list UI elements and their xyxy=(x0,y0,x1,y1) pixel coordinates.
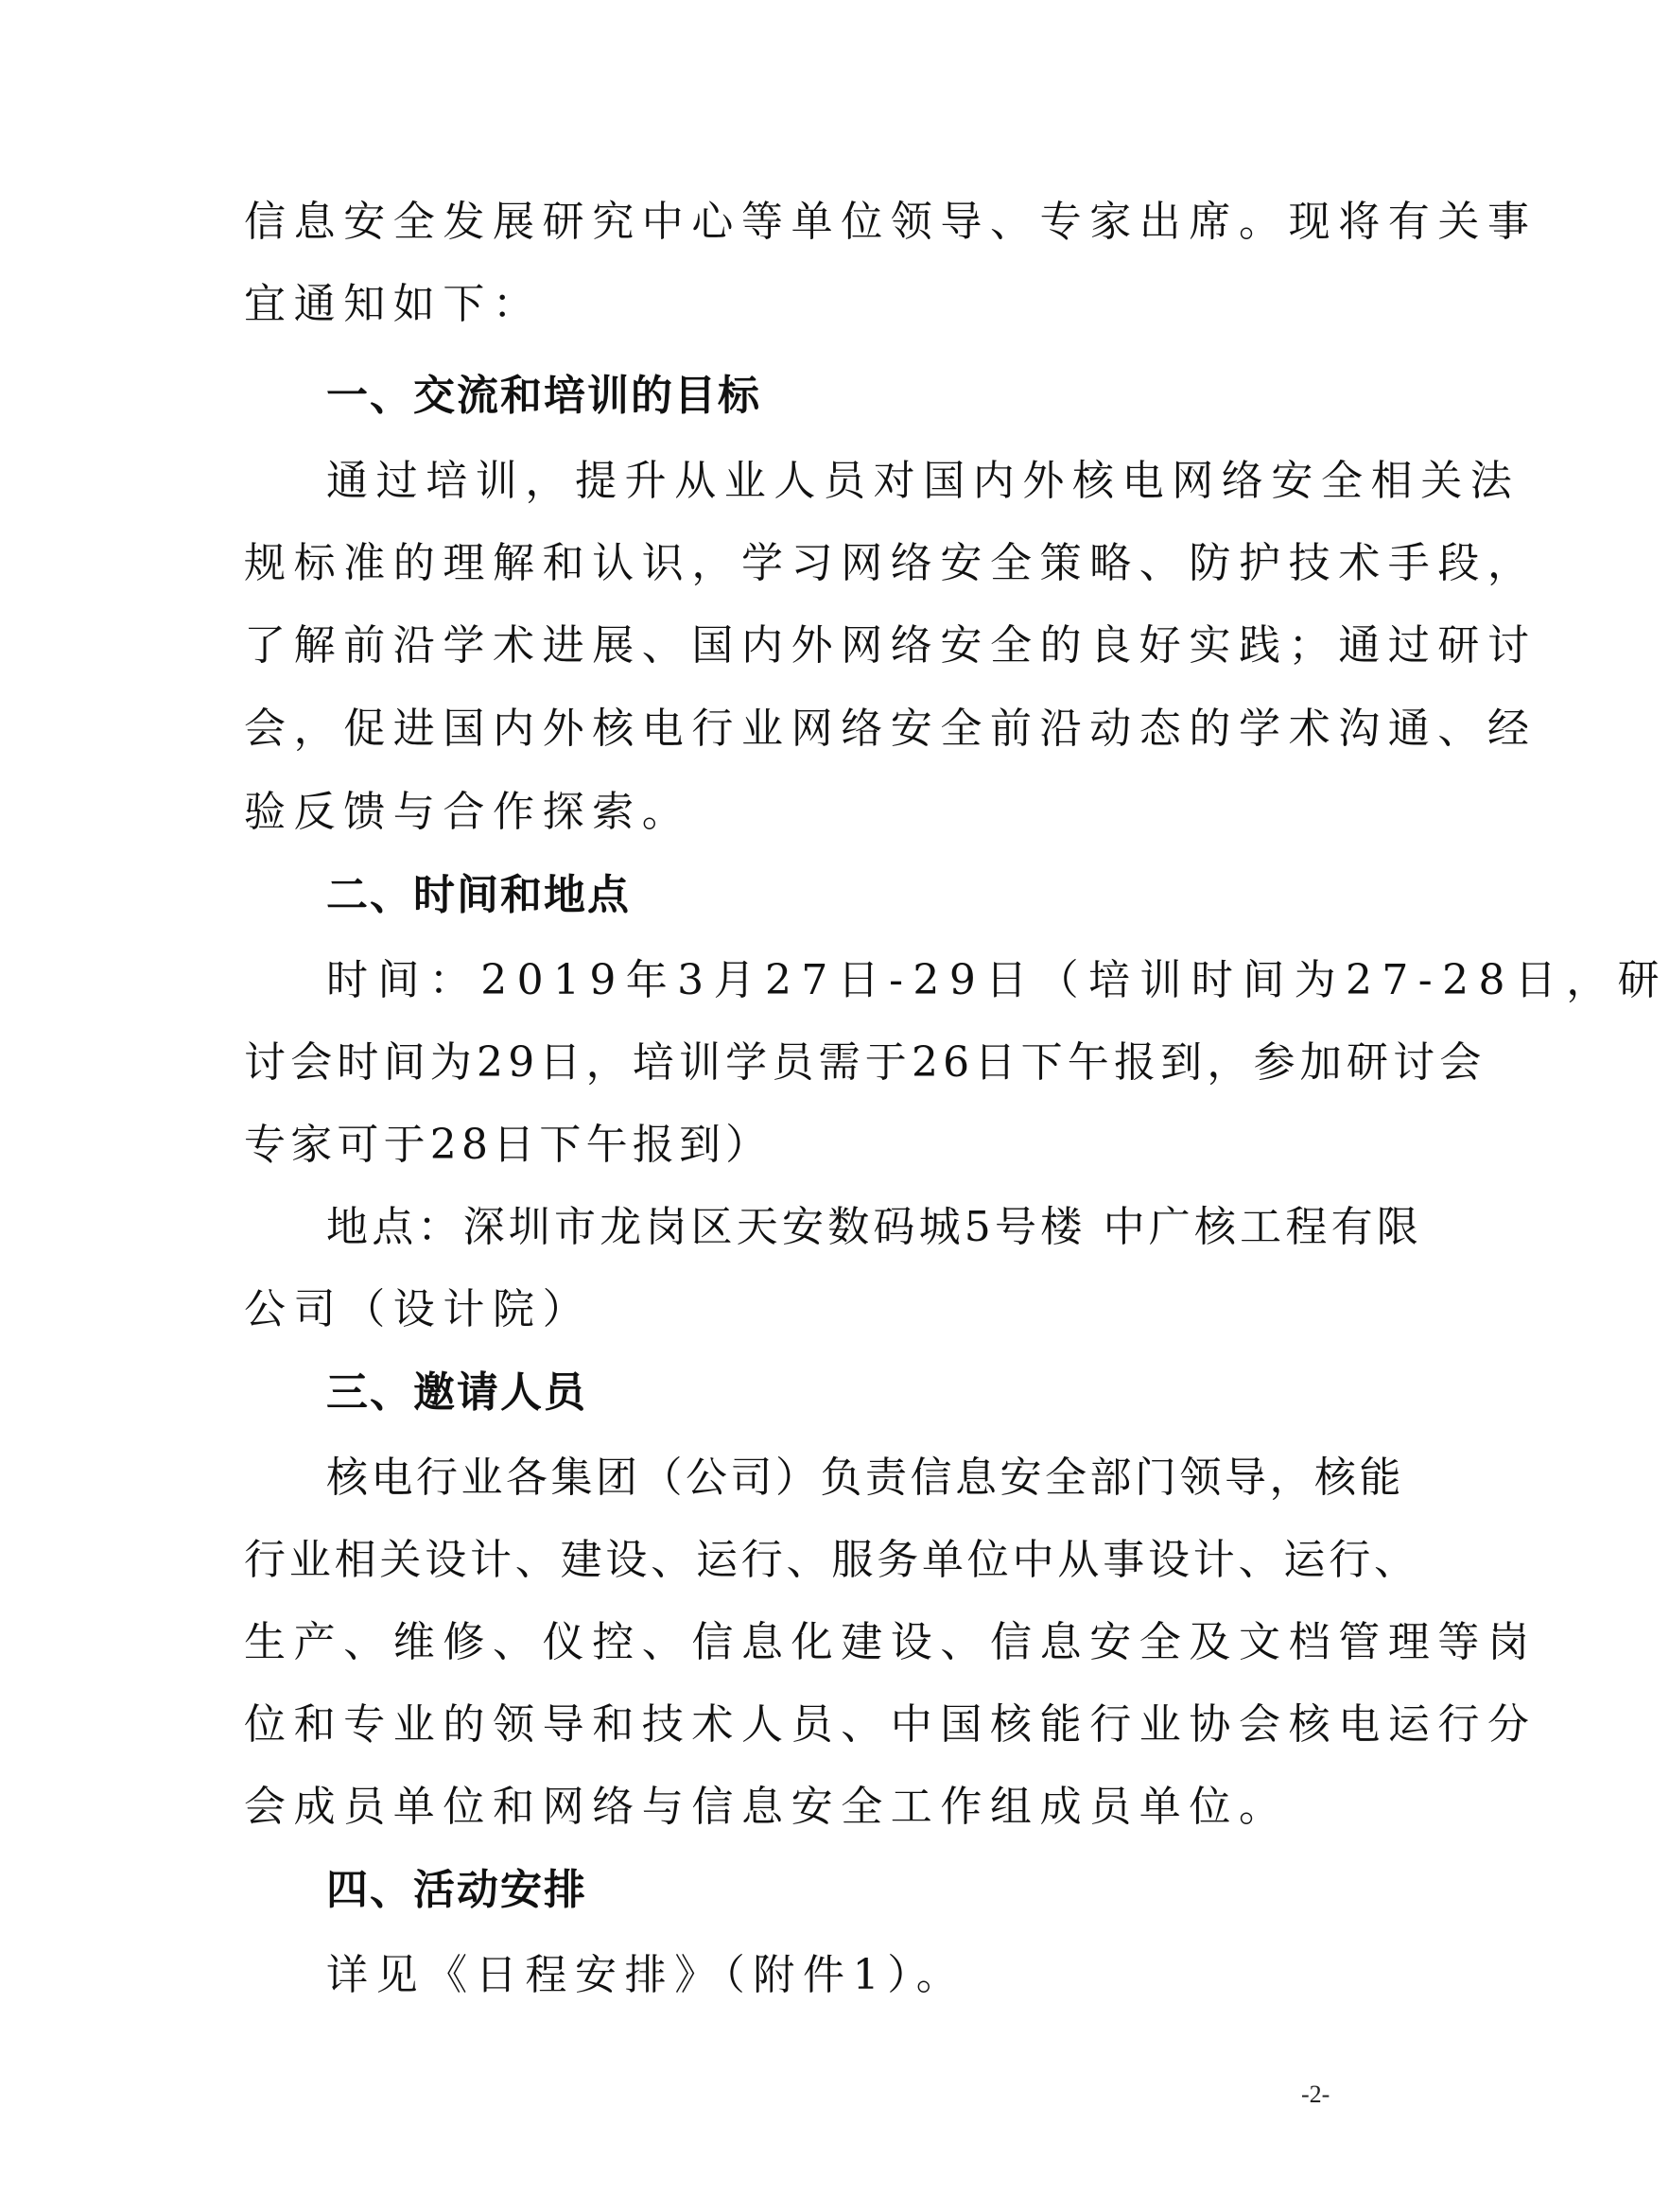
section-heading-1: 一、交流和培训的目标 xyxy=(326,372,761,420)
text-line: 信息安全发展研究中心等单位领导、专家出席。现将有关事 xyxy=(244,198,1538,246)
section-heading-3: 三、邀请人员 xyxy=(326,1368,587,1417)
text-line: 时间：2019年3月27日-29日（培训时间为27-28日，研 xyxy=(326,956,1669,1004)
page-number: -2- xyxy=(1301,2081,1330,2108)
text-line: 位和专业的领导和技术人员、中国核能行业协会核电运行分 xyxy=(244,1700,1538,1749)
section-heading-2: 二、时间和地点 xyxy=(326,871,631,919)
text-line: 了解前沿学术进展、国内外网络安全的良好实践；通过研讨 xyxy=(244,621,1538,670)
text-line: 通过培训，提升从业人员对国内外核电网络安全相关法 xyxy=(326,457,1521,505)
text-line: 详见《日程安排》（附件1）。 xyxy=(326,1951,966,1999)
text-line: 会成员单位和网络与信息安全工作组成员单位。 xyxy=(244,1783,1289,1831)
text-line: 公司（设计院） xyxy=(244,1285,593,1333)
text-line: 宜通知如下： xyxy=(244,280,543,328)
text-line: 讨会时间为29日，培训学员需于26日下午报到，参加研讨会 xyxy=(244,1038,1486,1087)
text-line: 行业相关设计、建设、运行、服务单位中从事设计、运行、 xyxy=(244,1536,1419,1584)
text-line: 核电行业各集团（公司）负责信息安全部门领导，核能 xyxy=(326,1454,1404,1502)
text-line: 专家可于28日下午报到） xyxy=(244,1121,773,1169)
text-line: 生产、维修、仪控、信息化建设、信息安全及文档管理等岗 xyxy=(244,1618,1538,1666)
section-heading-4: 四、活动安排 xyxy=(326,1866,587,1914)
text-line: 规标准的理解和认识，学习网络安全策略、防护技术手段， xyxy=(244,539,1538,587)
text-line: 地点：深圳市龙岗区天安数码城5号楼 中广核工程有限 xyxy=(326,1203,1422,1251)
text-line: 会，促进国内外核电行业网络安全前沿动态的学术沟通、经 xyxy=(244,705,1538,753)
text-line: 验反馈与合作探索。 xyxy=(244,788,692,836)
